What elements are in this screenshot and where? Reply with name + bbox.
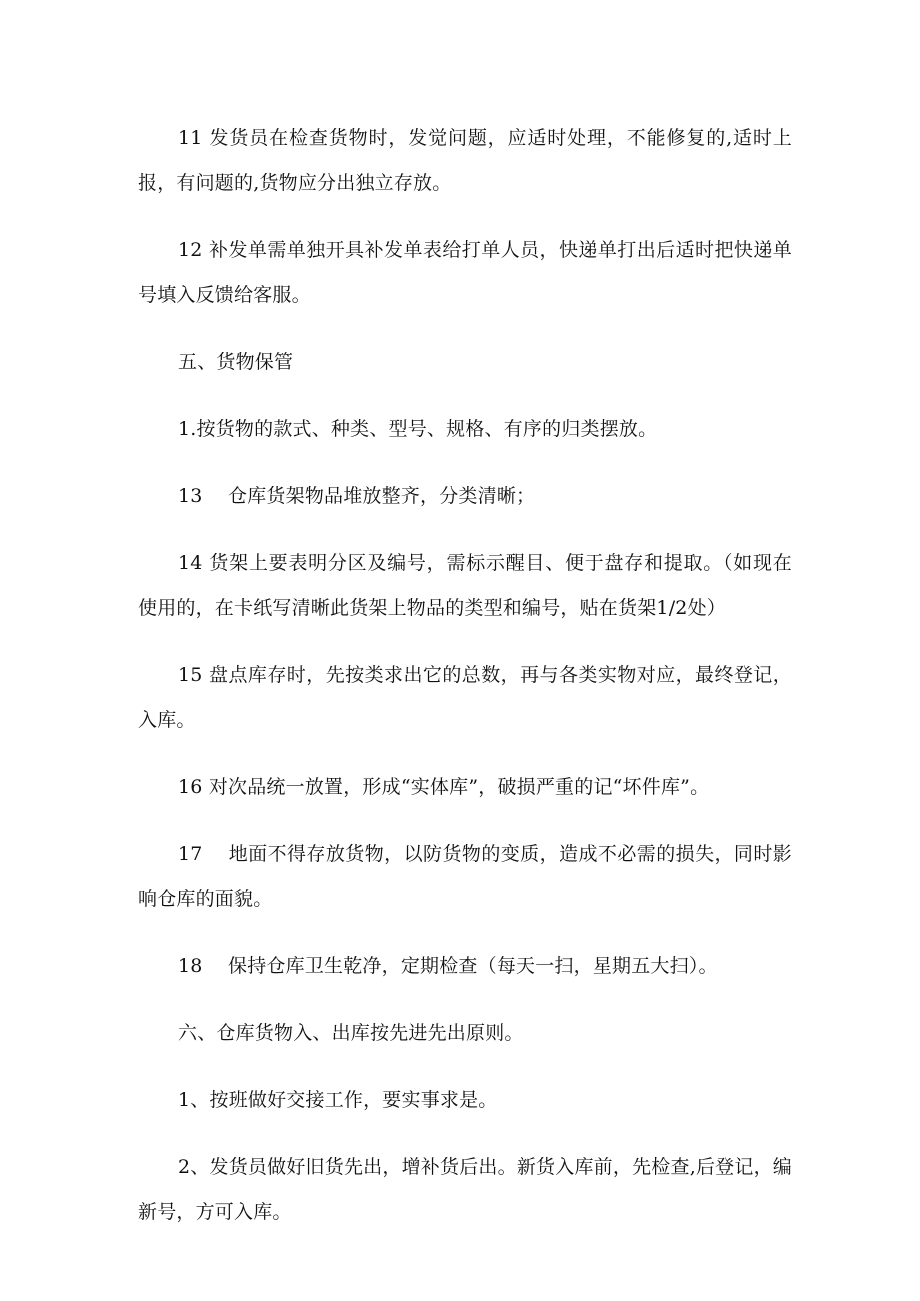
paragraph-17: 17 地面不得存放货物，以防货物的变质，造成不必需的损失，同时影响仓库的面貌。 [138,843,792,910]
paragraph-16: 16 对次品统一放置，形成“实体库”，破损严重的记“坏件库”。 [178,776,710,798]
paragraph-fifo-2: 2、发货员做好旧货先出，增补货后出。新货入库前，先检查,后登记，编新号，方可入库。 [138,1156,792,1223]
section-heading-goods-storage: 五、货物保管 [178,351,294,373]
section-heading-fifo: 六、仓库货物入、出库按先进先出原则。 [178,1022,524,1044]
paragraph-11: 11 发货员在检查货物时，发觉问题，应适时处理，不能修复的,适时上报，有问题的,货物应分出独立存放。 [138,127,792,194]
paragraph-fifo-1: 1、按班做好交接工作，要实事求是。 [178,1089,498,1111]
paragraph-15: 15 盘点库存时，先按类求出它的总数，再与各类实物对应，最终登记，入库。 [138,664,792,731]
paragraph-14: 14 货架上要表明分区及编号，需标示醒目、便于盘存和提取。（如现在使用的，在卡纸写清晰此货架上物品的类型和编号，贴在货架1/2处） [138,552,792,619]
paragraph-12: 12 补发单需单独开具补发单表给打单人员，快递单打出后适时把快递单号填入反馈给客服。 [138,239,792,306]
paragraph-storage-1: 1.按货物的款式、种类、型号、规格、有序的归类摆放。 [178,418,658,440]
paragraph-13: 13 仓库货架物品堆放整齐，分类清晰； [178,485,536,507]
paragraph-18: 18 保持仓库卫生乾净，定期检查（每天一扫，星期五大扫）。 [178,955,718,977]
